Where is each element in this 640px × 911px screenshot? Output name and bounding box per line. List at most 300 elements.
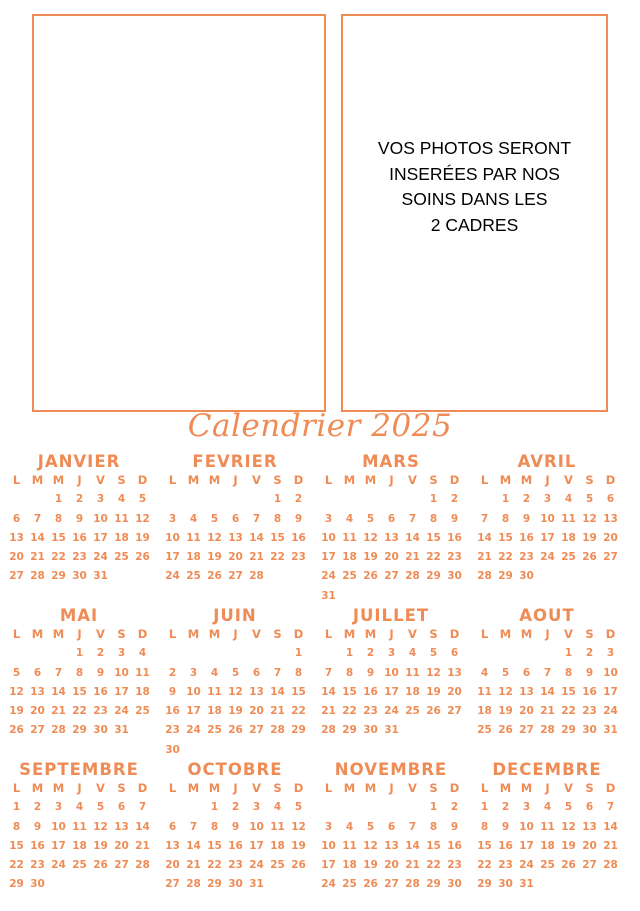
day-number: 12 xyxy=(582,512,597,525)
weekday-header: M xyxy=(208,781,221,795)
day-number: 13 xyxy=(603,512,618,525)
day-number: 10 xyxy=(321,839,336,852)
day-number: 5 xyxy=(210,512,219,525)
day-number: 12 xyxy=(207,531,222,544)
day-number: 30 xyxy=(165,743,180,756)
day-number: 26 xyxy=(93,859,108,872)
day-number: 23 xyxy=(30,859,45,872)
day-number: 31 xyxy=(519,878,534,891)
day-number: 21 xyxy=(135,839,150,852)
day-number: 15 xyxy=(426,531,441,544)
empty-day xyxy=(162,644,183,663)
day-number: 24 xyxy=(165,570,180,583)
day-number: 8 xyxy=(12,820,21,833)
day-number: 15 xyxy=(342,685,357,698)
day-number: 18 xyxy=(186,551,201,564)
day-number: 31 xyxy=(384,724,399,737)
day-number: 26 xyxy=(363,570,378,583)
empty-day xyxy=(246,644,267,663)
day-number: 9 xyxy=(366,666,375,679)
day-number: 17 xyxy=(321,551,336,564)
month-name: AVRIL xyxy=(517,452,577,471)
day-number: 21 xyxy=(321,705,336,718)
day-number: 27 xyxy=(114,859,129,872)
day-number: 8 xyxy=(480,820,489,833)
day-number: 16 xyxy=(447,531,462,544)
day-number: 10 xyxy=(51,820,66,833)
empty-day xyxy=(27,644,48,663)
month-juin xyxy=(162,606,308,760)
day-number: 11 xyxy=(477,685,492,698)
day-number: 9 xyxy=(75,512,84,525)
day-number: 7 xyxy=(54,666,63,679)
day-number: 2 xyxy=(168,666,177,679)
weekday-header: D xyxy=(605,781,616,795)
weekday-header: D xyxy=(605,473,616,487)
month-name: JANVIER xyxy=(37,452,121,471)
empty-day xyxy=(360,798,381,817)
day-number: 21 xyxy=(405,859,420,872)
day-number: 13 xyxy=(9,531,24,544)
day-number: 19 xyxy=(291,839,306,852)
day-number: 6 xyxy=(585,801,594,814)
day-number: 15 xyxy=(51,531,66,544)
weekday-header: M xyxy=(343,627,356,641)
day-number: 28 xyxy=(186,878,201,891)
day-number: 14 xyxy=(603,820,618,833)
day-number: 6 xyxy=(252,666,261,679)
day-number: 21 xyxy=(270,705,285,718)
day-number: 2 xyxy=(75,493,84,506)
weekday-header: S xyxy=(273,473,282,487)
empty-day xyxy=(318,798,339,817)
empty-day xyxy=(183,798,204,817)
day-number: 24 xyxy=(384,705,399,718)
day-number: 28 xyxy=(321,724,336,737)
day-number: 5 xyxy=(138,493,147,506)
day-number: 23 xyxy=(363,705,378,718)
weekday-header: S xyxy=(273,627,282,641)
day-number: 5 xyxy=(501,666,510,679)
day-number: 10 xyxy=(114,666,129,679)
empty-day xyxy=(474,644,495,663)
month-days-grid xyxy=(318,625,464,741)
day-number: 9 xyxy=(96,666,105,679)
day-number: 7 xyxy=(252,512,261,525)
month-name: OCTOBRE xyxy=(187,760,283,779)
day-number: 20 xyxy=(603,531,618,544)
day-number: 21 xyxy=(405,551,420,564)
day-number: 9 xyxy=(33,820,42,833)
day-number: 8 xyxy=(501,512,510,525)
weekday-header: M xyxy=(499,781,512,795)
day-number: 12 xyxy=(363,839,378,852)
day-number: 21 xyxy=(30,551,45,564)
month-days-grid xyxy=(318,471,464,606)
day-number: 14 xyxy=(30,531,45,544)
day-number: 25 xyxy=(405,705,420,718)
weekday-header: J xyxy=(389,473,394,487)
day-number: 12 xyxy=(426,666,441,679)
month-days-grid xyxy=(318,779,464,895)
day-number: 1 xyxy=(345,647,354,660)
day-number: 6 xyxy=(12,512,21,525)
weekday-header: L xyxy=(480,627,489,641)
day-number: 3 xyxy=(252,801,261,814)
day-number: 11 xyxy=(561,512,576,525)
day-number: 5 xyxy=(366,512,375,525)
day-number: 29 xyxy=(477,878,492,891)
month-days-grid xyxy=(162,625,308,760)
day-number: 28 xyxy=(477,570,492,583)
day-number: 5 xyxy=(585,493,594,506)
day-number: 11 xyxy=(540,820,555,833)
day-number: 20 xyxy=(582,839,597,852)
month-days-grid xyxy=(6,779,152,895)
day-number: 30 xyxy=(228,878,243,891)
day-number: 2 xyxy=(522,493,531,506)
day-number: 21 xyxy=(249,551,264,564)
weekday-header: M xyxy=(208,627,221,641)
weekday-header: M xyxy=(364,781,377,795)
weekday-header: S xyxy=(117,473,126,487)
day-number: 24 xyxy=(519,859,534,872)
day-number: 6 xyxy=(168,820,177,833)
day-number: 1 xyxy=(54,493,63,506)
day-number: 3 xyxy=(324,820,333,833)
day-number: 28 xyxy=(270,724,285,737)
empty-day xyxy=(225,644,246,663)
day-number: 5 xyxy=(429,647,438,660)
day-number: 22 xyxy=(72,705,87,718)
day-number: 14 xyxy=(135,820,150,833)
day-number: 9 xyxy=(294,512,303,525)
day-number: 16 xyxy=(291,531,306,544)
day-number: 11 xyxy=(72,820,87,833)
day-number: 6 xyxy=(231,512,240,525)
empty-day xyxy=(516,644,537,663)
day-number: 17 xyxy=(186,705,201,718)
day-number: 18 xyxy=(561,531,576,544)
day-number: 30 xyxy=(447,878,462,891)
weekday-header: V xyxy=(564,781,573,795)
empty-day xyxy=(183,644,204,663)
day-number: 10 xyxy=(186,685,201,698)
day-number: 30 xyxy=(363,724,378,737)
day-number: 19 xyxy=(426,685,441,698)
weekday-header: S xyxy=(429,627,438,641)
day-number: 23 xyxy=(72,551,87,564)
day-number: 14 xyxy=(186,839,201,852)
day-number: 26 xyxy=(498,724,513,737)
day-number: 8 xyxy=(273,512,282,525)
day-number: 2 xyxy=(501,801,510,814)
empty-day xyxy=(225,490,246,509)
day-number: 7 xyxy=(408,512,417,525)
day-number: 5 xyxy=(294,801,303,814)
day-number: 20 xyxy=(384,859,399,872)
weekday-header: L xyxy=(12,473,21,487)
day-number: 14 xyxy=(321,685,336,698)
day-number: 6 xyxy=(117,801,126,814)
day-number: 20 xyxy=(114,839,129,852)
day-number: 29 xyxy=(9,878,24,891)
day-number: 26 xyxy=(135,551,150,564)
day-number: 26 xyxy=(363,878,378,891)
day-number: 16 xyxy=(93,685,108,698)
day-number: 25 xyxy=(561,551,576,564)
month-fevrier xyxy=(162,452,308,587)
day-number: 13 xyxy=(384,531,399,544)
notice-line: VOS PHOTOS SERONT xyxy=(377,138,572,158)
day-number: 28 xyxy=(405,878,420,891)
day-number: 12 xyxy=(291,820,306,833)
month-days-grid xyxy=(162,779,308,895)
day-number: 19 xyxy=(498,705,513,718)
day-number: 29 xyxy=(72,724,87,737)
day-number: 30 xyxy=(498,878,513,891)
day-number: 1 xyxy=(294,647,303,660)
day-number: 21 xyxy=(477,551,492,564)
weekday-header: M xyxy=(499,473,512,487)
weekday-header: D xyxy=(449,473,460,487)
month-name: JUIN xyxy=(213,606,257,625)
month-days-grid xyxy=(474,779,620,895)
day-number: 29 xyxy=(561,724,576,737)
weekday-header: M xyxy=(52,627,65,641)
day-number: 19 xyxy=(207,551,222,564)
day-number: 7 xyxy=(33,512,42,525)
day-number: 10 xyxy=(384,666,399,679)
day-number: 12 xyxy=(363,531,378,544)
day-number: 18 xyxy=(114,531,129,544)
day-number: 12 xyxy=(498,685,513,698)
day-number: 18 xyxy=(207,705,222,718)
day-number: 5 xyxy=(12,666,21,679)
weekday-header: D xyxy=(293,781,304,795)
day-number: 22 xyxy=(270,551,285,564)
weekday-header: V xyxy=(252,473,261,487)
weekday-header: J xyxy=(233,781,238,795)
day-number: 11 xyxy=(342,839,357,852)
day-number: 16 xyxy=(72,531,87,544)
weekday-header: S xyxy=(429,473,438,487)
weekday-header: J xyxy=(389,627,394,641)
day-number: 3 xyxy=(324,512,333,525)
day-number: 8 xyxy=(54,512,63,525)
weekday-header: V xyxy=(408,473,417,487)
day-number: 3 xyxy=(54,801,63,814)
day-number: 28 xyxy=(540,724,555,737)
weekday-header: V xyxy=(96,627,105,641)
empty-day xyxy=(183,490,204,509)
day-number: 15 xyxy=(9,839,24,852)
day-number: 30 xyxy=(72,570,87,583)
empty-day xyxy=(246,490,267,509)
day-number: 28 xyxy=(30,570,45,583)
day-number: 23 xyxy=(447,551,462,564)
day-number: 7 xyxy=(408,820,417,833)
weekday-header: D xyxy=(293,473,304,487)
day-number: 24 xyxy=(249,859,264,872)
day-number: 17 xyxy=(603,685,618,698)
empty-day xyxy=(204,644,225,663)
calendar-title: Calendrier 2025 xyxy=(187,408,453,444)
day-number: 1 xyxy=(210,801,219,814)
day-number: 18 xyxy=(477,705,492,718)
day-number: 27 xyxy=(228,570,243,583)
day-number: 2 xyxy=(231,801,240,814)
day-number: 16 xyxy=(165,705,180,718)
day-number: 2 xyxy=(294,493,303,506)
weekday-header: M xyxy=(31,781,44,795)
weekday-header: M xyxy=(187,627,200,641)
day-number: 29 xyxy=(498,570,513,583)
weekday-header: J xyxy=(545,627,550,641)
day-number: 17 xyxy=(321,859,336,872)
day-number: 8 xyxy=(345,666,354,679)
empty-day xyxy=(162,490,183,509)
weekday-header: D xyxy=(293,627,304,641)
weekday-header: V xyxy=(408,781,417,795)
day-number: 28 xyxy=(51,724,66,737)
photo-frame-left xyxy=(32,14,326,412)
empty-day xyxy=(6,490,27,509)
weekday-header: L xyxy=(324,627,333,641)
day-number: 15 xyxy=(207,839,222,852)
weekday-header: L xyxy=(324,473,333,487)
weekday-header: M xyxy=(208,473,221,487)
weekday-header: M xyxy=(343,781,356,795)
day-number: 25 xyxy=(342,878,357,891)
day-number: 30 xyxy=(519,570,534,583)
month-days-grid xyxy=(6,625,152,741)
day-number: 29 xyxy=(426,570,441,583)
month-janvier xyxy=(6,452,152,587)
day-number: 15 xyxy=(72,685,87,698)
day-number: 1 xyxy=(480,801,489,814)
weekday-header: M xyxy=(364,473,377,487)
day-number: 25 xyxy=(207,724,222,737)
weekday-header: D xyxy=(449,627,460,641)
day-number: 3 xyxy=(117,647,126,660)
day-number: 24 xyxy=(321,878,336,891)
day-number: 8 xyxy=(294,666,303,679)
day-number: 9 xyxy=(168,685,177,698)
day-number: 22 xyxy=(561,705,576,718)
day-number: 18 xyxy=(72,839,87,852)
day-number: 18 xyxy=(135,685,150,698)
day-number: 5 xyxy=(564,801,573,814)
month-days-grid xyxy=(162,471,308,587)
weekday-header: V xyxy=(252,627,261,641)
day-number: 2 xyxy=(366,647,375,660)
day-number: 31 xyxy=(321,589,336,602)
day-number: 12 xyxy=(9,685,24,698)
weekday-header: S xyxy=(585,627,594,641)
day-number: 16 xyxy=(498,839,513,852)
day-number: 12 xyxy=(135,512,150,525)
day-number: 7 xyxy=(324,666,333,679)
day-number: 22 xyxy=(207,859,222,872)
day-number: 23 xyxy=(519,551,534,564)
month-octobre xyxy=(162,760,308,895)
day-number: 16 xyxy=(228,839,243,852)
empty-day xyxy=(381,798,402,817)
photo-notice xyxy=(343,136,606,238)
empty-day xyxy=(27,490,48,509)
day-number: 27 xyxy=(582,859,597,872)
weekday-header: V xyxy=(564,627,573,641)
empty-day xyxy=(360,490,381,509)
weekday-header: D xyxy=(137,627,148,641)
month-decembre xyxy=(474,760,620,895)
day-number: 3 xyxy=(543,493,552,506)
weekday-header: J xyxy=(233,627,238,641)
day-number: 8 xyxy=(210,820,219,833)
day-number: 5 xyxy=(231,666,240,679)
day-number: 26 xyxy=(561,859,576,872)
day-number: 14 xyxy=(540,685,555,698)
day-number: 1 xyxy=(75,647,84,660)
month-aout xyxy=(474,606,620,741)
day-number: 10 xyxy=(249,820,264,833)
day-number: 28 xyxy=(135,859,150,872)
day-number: 7 xyxy=(273,666,282,679)
day-number: 24 xyxy=(540,551,555,564)
day-number: 15 xyxy=(561,685,576,698)
day-number: 26 xyxy=(291,859,306,872)
weekday-header: L xyxy=(168,781,177,795)
day-number: 9 xyxy=(585,666,594,679)
weekday-header: M xyxy=(343,473,356,487)
day-number: 22 xyxy=(426,859,441,872)
month-days-grid xyxy=(474,625,620,741)
day-number: 24 xyxy=(603,705,618,718)
month-name: NOVEMBRE xyxy=(334,760,448,779)
day-number: 25 xyxy=(270,859,285,872)
day-number: 30 xyxy=(447,570,462,583)
day-number: 1 xyxy=(501,493,510,506)
day-number: 20 xyxy=(30,705,45,718)
weekday-header: J xyxy=(545,473,550,487)
day-number: 26 xyxy=(228,724,243,737)
weekday-header: M xyxy=(31,627,44,641)
weekday-header: J xyxy=(77,473,82,487)
day-number: 15 xyxy=(477,839,492,852)
day-number: 6 xyxy=(387,820,396,833)
month-septembre xyxy=(6,760,152,895)
day-number: 7 xyxy=(189,820,198,833)
day-number: 15 xyxy=(291,685,306,698)
day-number: 29 xyxy=(291,724,306,737)
day-number: 14 xyxy=(405,531,420,544)
day-number: 2 xyxy=(96,647,105,660)
weekday-header: V xyxy=(96,781,105,795)
month-mai xyxy=(6,606,152,741)
day-number: 24 xyxy=(114,705,129,718)
day-number: 19 xyxy=(228,705,243,718)
weekday-header: J xyxy=(545,781,550,795)
day-number: 24 xyxy=(186,724,201,737)
weekday-header: M xyxy=(364,627,377,641)
day-number: 28 xyxy=(405,570,420,583)
month-novembre xyxy=(318,760,464,895)
weekday-header: M xyxy=(187,473,200,487)
day-number: 13 xyxy=(447,666,462,679)
day-number: 22 xyxy=(291,705,306,718)
day-number: 21 xyxy=(603,839,618,852)
